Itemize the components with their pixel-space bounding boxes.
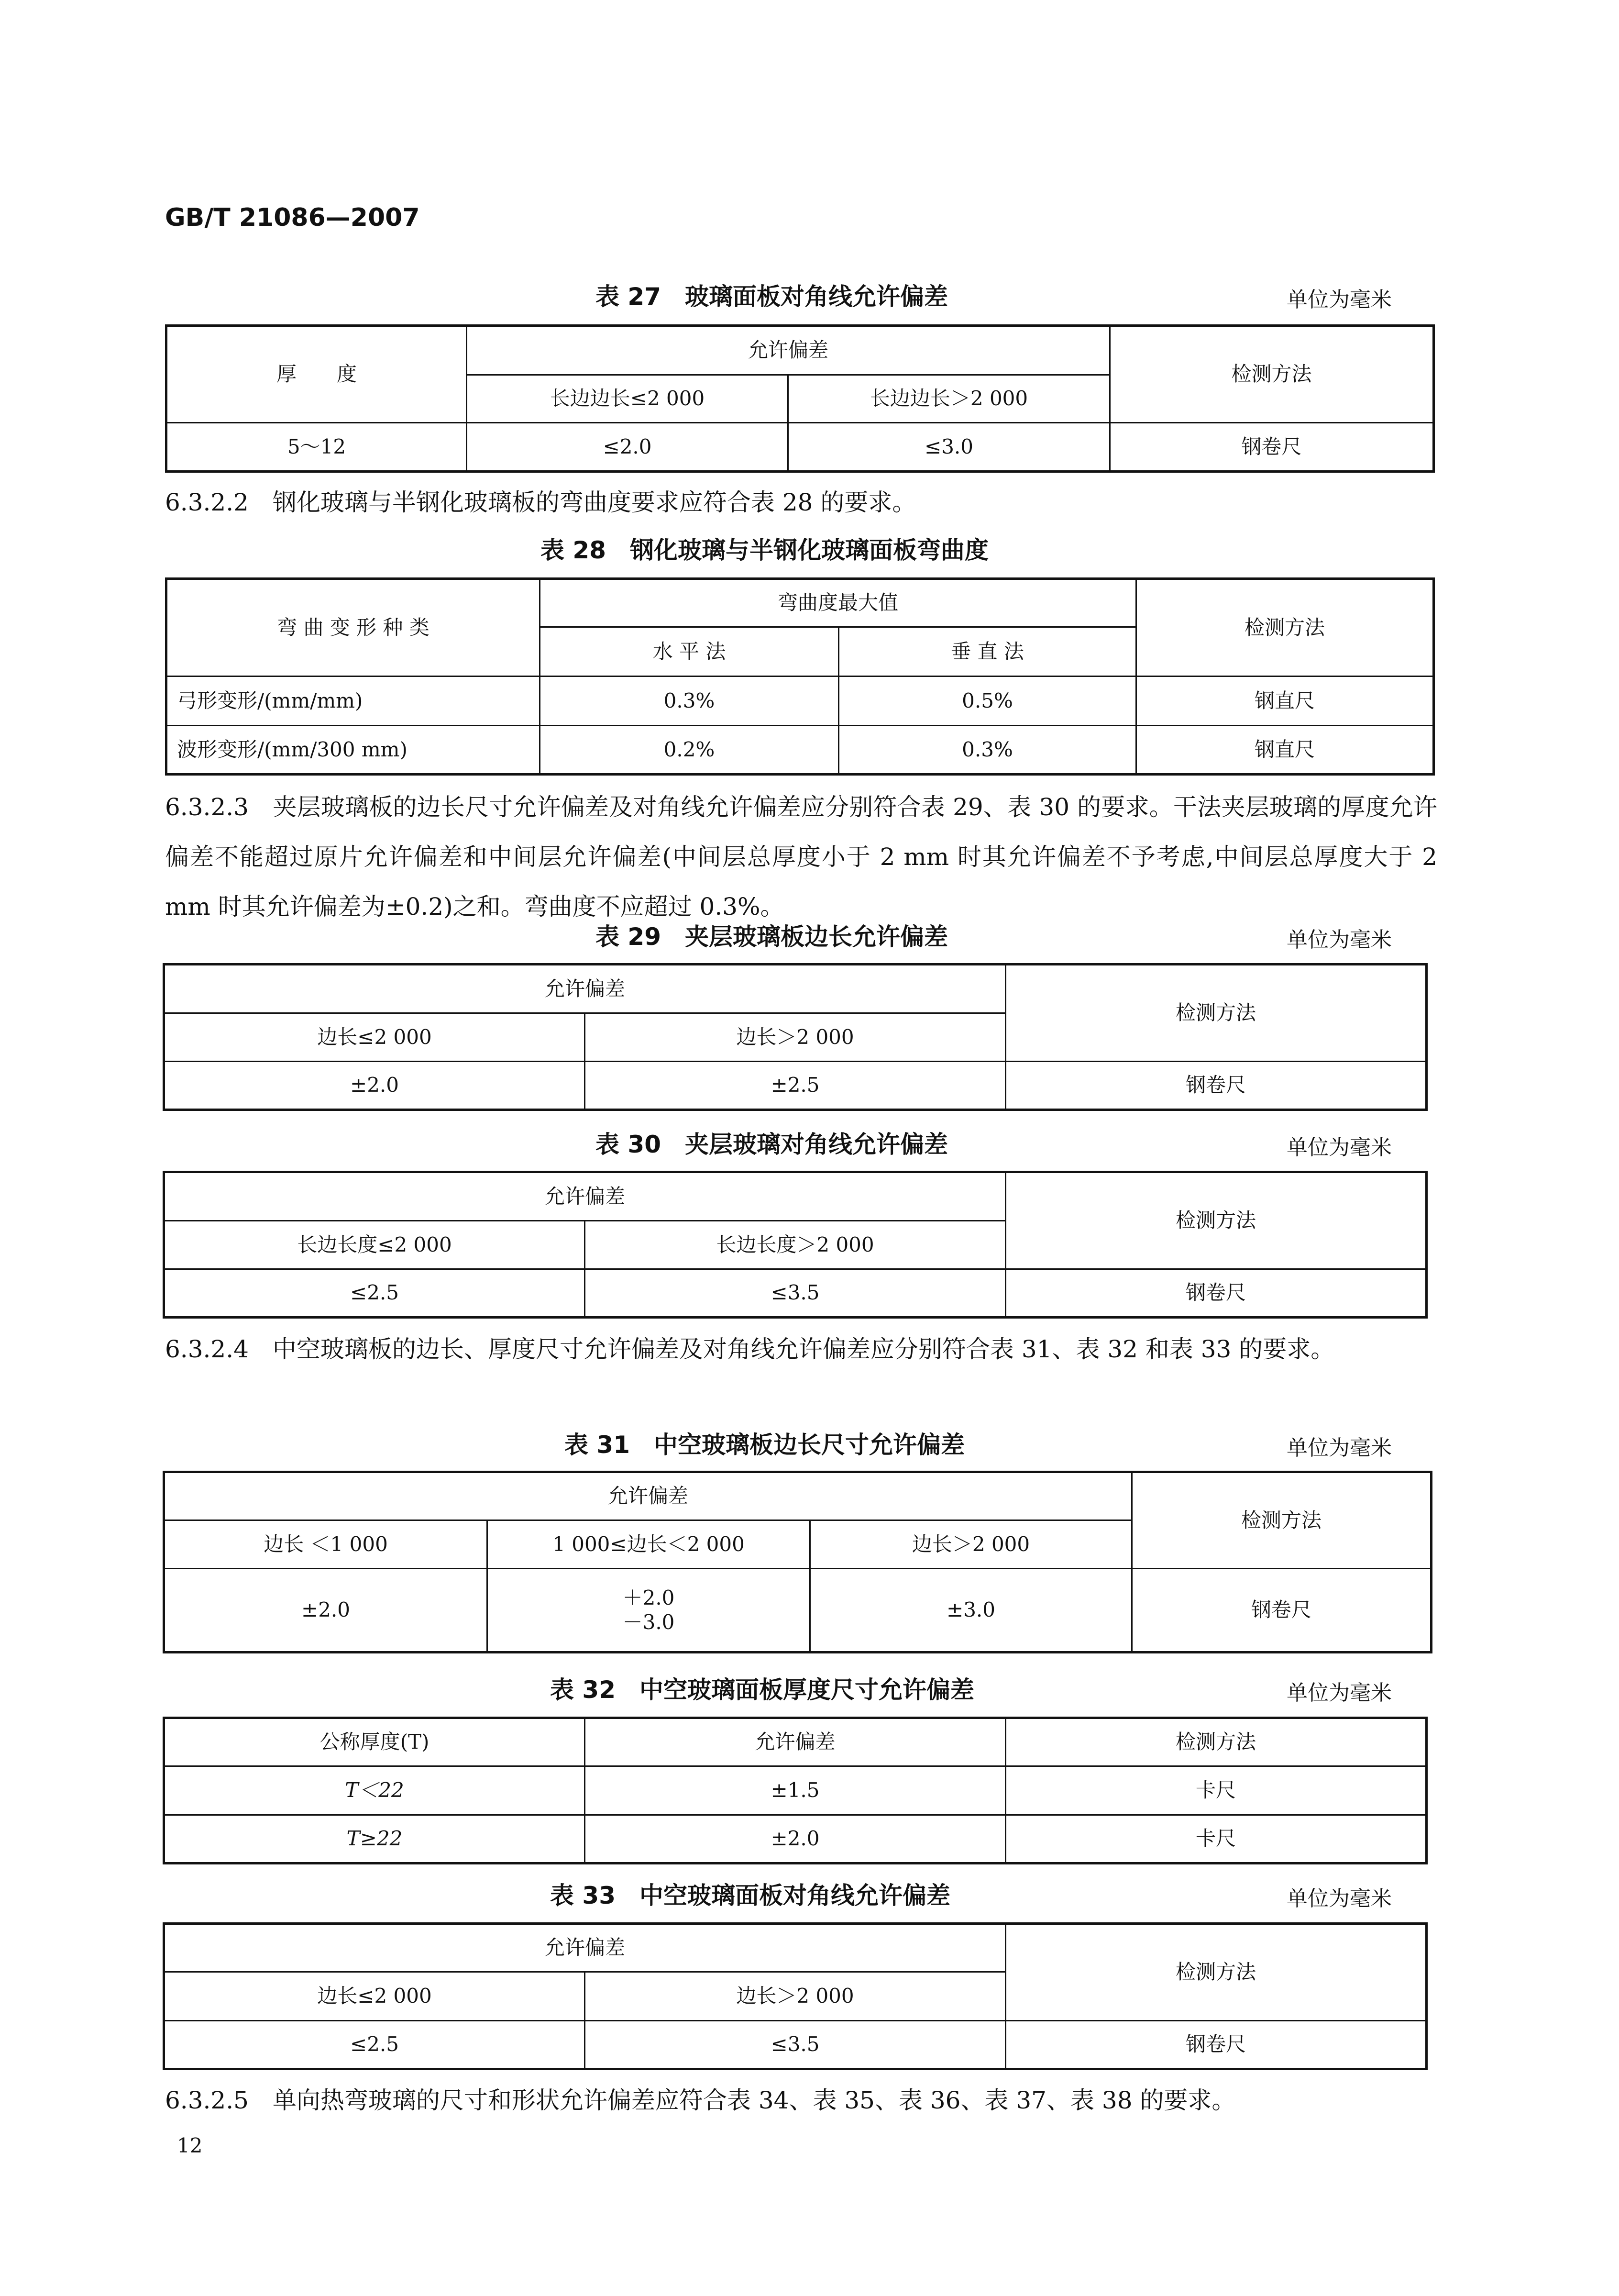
table-31 xyxy=(163,1471,1432,1653)
header-side-gt: 边长＞2 000 xyxy=(585,1013,1006,1062)
header-side-gt: 边长＞2 000 xyxy=(585,1972,1006,2021)
table-29-caption: 表 29 夹层玻璃板边长允许偏差 xyxy=(595,923,948,951)
table-30-caption: 表 30 夹层玻璃对角线允许偏差 xyxy=(595,1131,948,1158)
cell: T≥22 xyxy=(164,1815,585,1863)
table-row xyxy=(166,677,1434,726)
cell: 钢直尺 xyxy=(1136,726,1434,775)
table-33 xyxy=(163,1922,1428,2070)
table-32 xyxy=(163,1717,1428,1864)
table-30-unit: 单位为毫米 xyxy=(1287,1135,1392,1160)
header-method: 检测方法 xyxy=(1006,1172,1427,1269)
header-side-le: 边长≤2 000 xyxy=(164,1013,585,1062)
table-31-unit: 单位为毫米 xyxy=(1287,1436,1392,1460)
cell: T＜22 xyxy=(164,1766,585,1815)
tolerance-plus: ＋2.0 xyxy=(622,1586,675,1610)
header-tolerance: 允许偏差 xyxy=(164,965,1006,1013)
paragraph-6-3-2-2: 6.3.2.2 钢化玻璃与半钢化玻璃板的弯曲度要求应符合表 28 的要求。 xyxy=(165,488,916,516)
table-row xyxy=(164,2021,1427,2069)
table-row xyxy=(164,1815,1427,1863)
table-row xyxy=(166,423,1434,472)
cell: 波形变形/(mm/300 mm) xyxy=(166,726,540,775)
header-vertical-method: 垂 直 法 xyxy=(839,627,1136,677)
cell: 0.3% xyxy=(839,726,1136,775)
header-deformation-type: 弯 曲 变 形 种 类 xyxy=(166,579,540,677)
cell: 弓形变形/(mm/mm) xyxy=(166,677,540,726)
table-29 xyxy=(163,963,1428,1111)
tolerance-minus: －3.0 xyxy=(622,1610,675,1634)
table-31-caption: 表 31 中空玻璃板边长尺寸允许偏差 xyxy=(564,1431,965,1459)
cell: 钢卷尺 xyxy=(1006,1269,1427,1318)
table-32-unit: 单位为毫米 xyxy=(1287,1681,1392,1705)
table-row xyxy=(164,1569,1432,1653)
header-method: 检测方法 xyxy=(1132,1472,1432,1569)
table-30 xyxy=(163,1171,1428,1319)
header-tolerance: 允许偏差 xyxy=(164,1172,1006,1221)
header-long-side-gt: 长边边长＞2 000 xyxy=(788,375,1110,423)
cell: 卡尺 xyxy=(1006,1766,1427,1815)
header-horizontal-method: 水 平 法 xyxy=(540,627,839,677)
header-long-length-le: 长边长度≤2 000 xyxy=(164,1221,585,1269)
header-tolerance: 允许偏差 xyxy=(164,1924,1006,1972)
table-28-caption: 表 28 钢化玻璃与半钢化玻璃面板弯曲度 xyxy=(540,536,989,564)
cell: 钢卷尺 xyxy=(1132,1569,1432,1653)
paragraph-6-3-2-3: 6.3.2.3 夹层玻璃板的边长尺寸允许偏差及对角线允许偏差应分别符合表 29、表 30 的要求。干法夹层玻璃的厚度允许偏差不能超过原片允许偏差和中间层允许偏差(中间层总厚度小于 2 mm 时其允许偏差不予考虑,中间层总厚度大于 2 mm 时其允许偏差为±0.2)之和。弯曲度不应超过 0.3%。 xyxy=(165,793,1437,921)
page-number: 12 xyxy=(177,2134,203,2157)
header-thickness: 厚 度 xyxy=(166,326,467,423)
header-method: 检测方法 xyxy=(1006,1718,1427,1766)
header-method: 检测方法 xyxy=(1006,1924,1427,2021)
table-row xyxy=(164,1269,1427,1318)
header-side-1000-2000: 1 000≤边长＜2 000 xyxy=(487,1520,810,1569)
standard-code: GB/T 21086—2007 xyxy=(165,203,420,232)
header-tolerance: 允许偏差 xyxy=(164,1472,1132,1520)
cell: 0.5% xyxy=(839,677,1136,726)
cell: ≤2.0 xyxy=(467,423,788,472)
table-28 xyxy=(165,577,1435,776)
cell: 卡尺 xyxy=(1006,1815,1427,1863)
cell-plus-minus xyxy=(487,1569,810,1653)
cell: ≤3.0 xyxy=(788,423,1110,472)
table-27-unit: 单位为毫米 xyxy=(1287,288,1392,312)
cell: ≤2.5 xyxy=(164,1269,585,1318)
cell: 钢卷尺 xyxy=(1006,1062,1427,1110)
cell: ±1.5 xyxy=(585,1766,1006,1815)
cell: ±2.0 xyxy=(164,1062,585,1110)
cell: ≤3.5 xyxy=(585,1269,1006,1318)
table-33-caption: 表 33 中空玻璃面板对角线允许偏差 xyxy=(550,1882,950,1909)
table-27 xyxy=(165,324,1435,473)
cell: ±2.0 xyxy=(585,1815,1006,1863)
table-row xyxy=(164,1766,1427,1815)
cell: ≤3.5 xyxy=(585,2021,1006,2069)
cell: ≤2.5 xyxy=(164,2021,585,2069)
header-long-side-le: 长边边长≤2 000 xyxy=(467,375,788,423)
cell: ±2.0 xyxy=(164,1569,487,1653)
table-33-unit: 单位为毫米 xyxy=(1287,1886,1392,1911)
cell: ±3.0 xyxy=(810,1569,1132,1653)
header-side-lt-1000: 边长 ＜1 000 xyxy=(164,1520,487,1569)
paragraph-6-3-2-5: 6.3.2.5 单向热弯玻璃的尺寸和形状允许偏差应符合表 34、表 35、表 36、表 37、表 38 的要求。 xyxy=(165,2086,1236,2114)
header-method: 检测方法 xyxy=(1136,579,1434,677)
header-method: 检测方法 xyxy=(1006,965,1427,1062)
table-row xyxy=(164,1062,1427,1110)
cell: 5～12 xyxy=(166,423,467,472)
cell: ±2.5 xyxy=(585,1062,1006,1110)
table-row xyxy=(166,726,1434,775)
table-27-caption: 表 27 玻璃面板对角线允许偏差 xyxy=(595,283,948,311)
header-nominal-thickness: 公称厚度(T) xyxy=(164,1718,585,1766)
table-29-unit: 单位为毫米 xyxy=(1287,928,1392,952)
header-method: 检测方法 xyxy=(1110,326,1434,423)
header-tolerance: 允许偏差 xyxy=(467,326,1110,375)
cell: 钢卷尺 xyxy=(1110,423,1434,472)
paragraph-6-3-2-4: 6.3.2.4 中空玻璃板的边长、厚度尺寸允许偏差及对角线允许偏差应分别符合表 31、表 32 和表 33 的要求。 xyxy=(165,1335,1335,1363)
header-max-curvature: 弯曲度最大值 xyxy=(540,579,1136,627)
cell: 钢直尺 xyxy=(1136,677,1434,726)
header-side-le: 边长≤2 000 xyxy=(164,1972,585,2021)
cell: 钢卷尺 xyxy=(1006,2021,1427,2069)
header-side-gt-2000: 边长＞2 000 xyxy=(810,1520,1132,1569)
cell: 0.2% xyxy=(540,726,839,775)
table-32-caption: 表 32 中空玻璃面板厚度尺寸允许偏差 xyxy=(550,1676,974,1704)
header-tolerance: 允许偏差 xyxy=(585,1718,1006,1766)
header-long-length-gt: 长边长度＞2 000 xyxy=(585,1221,1006,1269)
cell: 0.3% xyxy=(540,677,839,726)
